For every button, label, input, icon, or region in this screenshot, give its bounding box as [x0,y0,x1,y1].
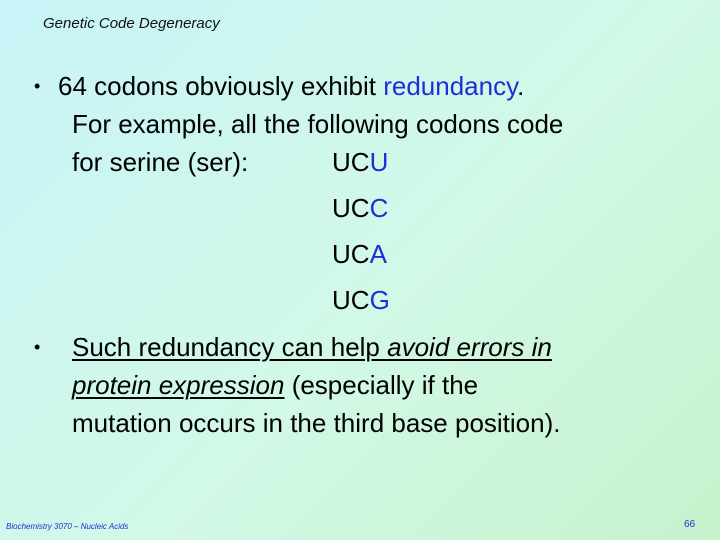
codon-prefix: UC [332,147,370,177]
bullet-1-dot: • [34,76,41,96]
codon-third-base: U [369,147,389,177]
bullet-2-line-2 [72,372,478,398]
bullet-2-line-3: mutation occurs in the third base position). [72,408,561,438]
codon-third-base: C [369,193,389,223]
codon-ucu [332,149,388,175]
codon-uca [332,241,387,267]
codon-prefix: UC [332,193,370,223]
bullet-2-continuation: (especially if the [284,370,479,400]
page-number: 66 [684,519,696,530]
protein-expression-emphasis: protein expression [72,370,285,400]
codon-prefix: UC [332,239,370,269]
bullet-1-line-2: For example, all the following codons code [72,109,564,139]
codon-third-base: G [369,285,390,315]
bullet-2-text: Such redundancy can help [72,332,388,362]
avoid-errors-emphasis: avoid errors in [387,332,552,362]
codon-third-base: A [369,239,387,269]
bullet-1-line-3: for serine (ser): [72,147,249,177]
redundancy-highlight: redundancy [383,71,518,101]
bullet-2-dot: • [34,337,41,357]
bullet-1-period: . [517,71,525,101]
footer-course-label: Biochemistry 3070 – Nucleic Acids [6,522,129,531]
slide-title: Genetic Code Degeneracy [43,15,220,32]
codon-ucg [332,287,390,313]
bullet-1-text: 64 codons obviously exhibit [58,71,384,101]
bullet-1-line-1 [58,73,524,99]
bullet-2-line-1 [72,334,552,360]
codon-ucc [332,195,388,221]
codon-prefix: UC [332,285,370,315]
